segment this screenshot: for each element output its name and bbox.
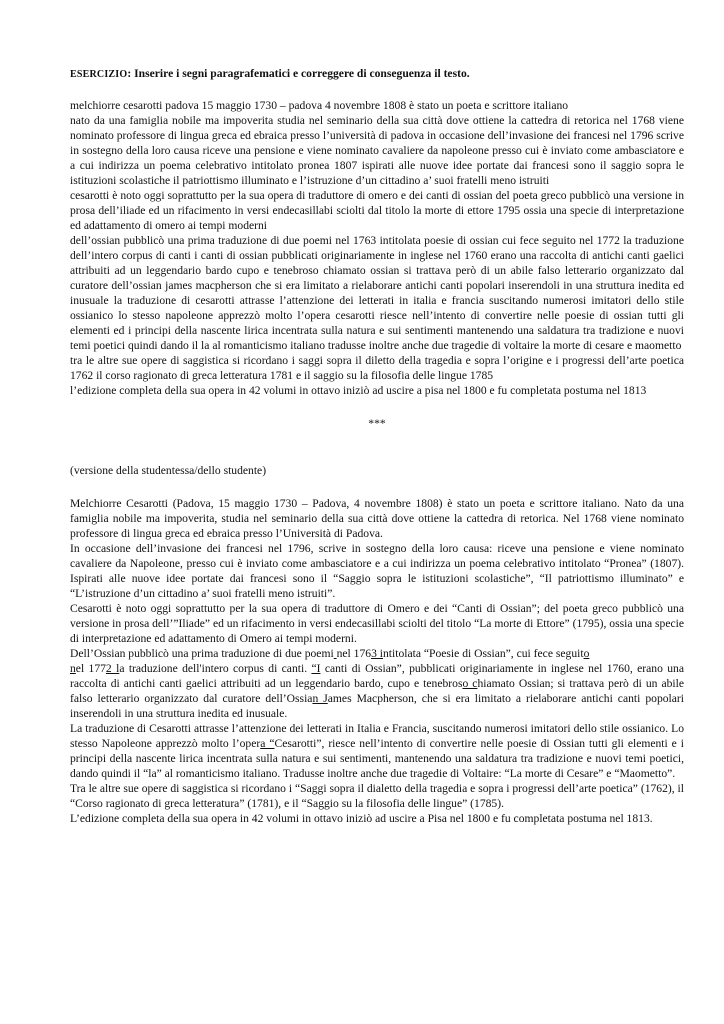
- p5-underline-1: a “: [260, 737, 275, 750]
- original-text: [70, 98, 684, 398]
- p4-underline-5: 2 l: [105, 662, 120, 675]
- student-paragraph-7: L’edizione completa della sua opera in 42 volumi in ottavo iniziò ad uscire a Pisa nel 1800 e fu completata postuma nel 1813.: [70, 812, 653, 825]
- document-page: [70, 66, 684, 826]
- p4-text-d: el 177: [75, 662, 106, 675]
- p4-underline-8: n J: [312, 692, 328, 705]
- student-paragraph-3: Cesarotti è noto oggi soprattutto per la sua opera di traduttore di Omero e dei “Canti di Ossian”; del poeta greco pubblicò una versione in prosa dell’”Iliade” ed un rifacimento in versi endecasillabi sciolti del titolo “La morte di Ettore” (1795), ossia una specie di interpretazione ed adattamento di Omero ai tempi moderni.: [70, 602, 684, 645]
- student-text: [70, 496, 684, 826]
- student-paragraph-6: Tra le altre sue opere di saggistica si ricordano i “Saggi sopra il dialetto della tragedia e sopra i progressi dell’arte poetica” (1762), il “Corso ragionato di greca letteratura” (1781), e il “Saggio su la filosofia delle lingue” (1785).: [70, 782, 684, 810]
- original-paragraph-2: cesarotti è noto oggi soprattutto per la sua opera di traduttore di omero e dei canti di ossian del poeta greco pubblicò una versione in prosa dell’iliade ed un rifacimento in versi endecasillabi sciolti dal titolo la morte di ettore 1795 ossia una specie di interpretazione ed adattamento di omero ai tempi moderni: [70, 189, 684, 232]
- p4-underline-4: n: [70, 662, 76, 675]
- p4-text-c: ntitolata “Poesie di Ossian”, cui fece seguit: [382, 647, 584, 660]
- p4-text-b: nel 176: [336, 647, 372, 660]
- original-paragraph-1: nato da una famiglia nobile ma impoverita studia nel seminario della sua città dove ottiene la cattedra di retorica nel 1768 viene nominato professore di lingua greca ed ebraica presso l’università di padova in occasione dell’invasione dei francesi nel 1796 scrive in sostegno della loro causa riceve una pensione e viene nominato cavaliere da napoleone presso cui è inviato come ambasciatore e a cui indirizza un poema celebrativo intitolato pronea 1807 ispirati alle nuove idee portate dai francesi sono il saggio sopra le istituzioni scolastiche il patriottismo illuminato e l’istruzione d’un cittadino a’ suoi fratelli meno istruiti: [70, 114, 684, 187]
- p4-text-g: hiamato Ossian; si trattava però di un abile falso letterario organizzato dal curatore dell’Ossia: [70, 677, 685, 705]
- p4-underline-6: “I: [311, 662, 321, 675]
- student-version-heading: (versione della studentessa/dello studente): [70, 464, 267, 477]
- p4-underline-3: o: [583, 647, 590, 660]
- p5-text-b: Cesarotti”, riesce nell’intento di convertire nelle poesie di Ossian tutti gli elementi e i principi della nascente lirica incentrata sulla natura e sui sentimenti, mantenendo una saldatura tra tradizione e nuovi temi poetici, dando quindi il “la” al romanticismo italiano. Tradusse inoltre anche due tragedie di Voltaire: “La morte di Cesare” e “Maometto”.: [70, 737, 684, 780]
- original-line-title: melchiorre cesarotti padova 15 maggio 1730 – padova 4 novembre 1808 è stato un poeta e scrittore italiano: [70, 99, 569, 112]
- p4-text-f: canti di Ossian”, pubblicati originariamente in inglese nel 1760, erano una raccolta di antichi canti gaelici attribuiti ad un leggendario bardo, cupo e tenebros: [70, 662, 684, 690]
- p5-text-a: La traduzione di Cesarotti attrasse l’attenzione dei letterati in Italia e Francia, suscitando numerosi imitatori dello stile ossianico. Lo stesso Napoleone apprezzò molto l’oper: [70, 722, 684, 750]
- student-paragraph-2: In occasione dell’invasione dei francesi nel 1796, scrive in sostegno della loro causa: riceve una pensione e viene nominato cavaliere da Napoleone, presso cui è inviato come ambasciatore e a cui indirizza un poema celebrativo intitolato “Pronea” (1807). Ispirati alle nuove idee portate dai francesi sono il “Saggio sopra le istituzioni scolastiche”, “Il patriottismo illuminato” e “L’istruzione d’un cittadino a’ suoi fratelli meno istruiti”.: [70, 542, 684, 600]
- exercise-instruction: : Inserire i segni paragrafematici e correggere di conseguenza il testo.: [127, 67, 470, 80]
- p4-text-a: Dell’Ossian pubblicò una prima traduzione di due poemi: [70, 647, 334, 660]
- p4-text-h: ames Macpherson, che si era limitato a rielaborare antichi canti popolari inserendoli in una struttura inedita ed inusuale.: [70, 692, 684, 720]
- p4-underline-2: 3 i: [371, 647, 383, 660]
- student-paragraph-5: [70, 721, 684, 781]
- section-separator: ***: [368, 417, 386, 430]
- original-paragraph-4: tra le altre sue opere di saggistica si ricordano i saggi sopra il diletto della tragedia e sopra l’origine e i progressi dell’arte poetica 1762 il corso ragionato di greca letteratura 1781 e il saggio su la filosofia delle lingue 1785: [70, 354, 684, 382]
- original-paragraph-3: dell’ossian pubblicò una prima traduzione di due poemi nel 1763 intitolata poesie di ossian cui fece seguito nel 1772 la traduzione dell’intero corpus di canti i canti di ossian pubblicati originariamente in inglese nel 1760 erano una raccolta di antichi canti gaelici attribuiti ad un leggendario bardo cupo e tenebroso chiamato ossian si trattava però di un abile falso letterario organizzato dal curatore dell’ossian james macpherson che si era limitato a rielaborare antichi canti popolari inserendoli in una struttura inedita ed inusuale la traduzione di cesarotti attrasse l’attenzione dei letterati in italia e francia suscitando numerosi imitatori dello stile ossianico lo stesso napoleone apprezzò molto l’opera cesarotti riesce nell’intento di convertire nelle poesie di ossian tutti gli elementi ed i principi della nascente lirica incentrata sulla natura e sui sentimenti mantenendo una saldatura tra tradizione e nuovi temi poetici quindi dando il la al romanticismo italiano tradusse inoltre anche due tragedie di voltaire la morte di cesare e maometto: [70, 234, 684, 352]
- p4-text-e: a traduzione dell'intero corpus di canti.: [119, 662, 312, 675]
- original-paragraph-5: l’edizione completa della sua opera in 42 volumi in ottavo iniziò ad uscire a pisa nel 1800 e fu completata postuma nel 1813: [70, 384, 647, 397]
- p4-underline-7: o c: [462, 677, 478, 690]
- student-paragraph-1: Melchiorre Cesarotti (Padova, 15 maggio 1730 – Padova, 4 novembre 1808) è stato un poeta e scrittore italiano. Nato da una famiglia nobile ma impoverita, studia nel seminario della sua città dove ottiene la cattedra di retorica. Nel 1768 viene nominato professore di lingua greca ed ebraica presso l’Università di Padova.: [70, 497, 684, 540]
- exercise-label: ESERCIZIO: [70, 69, 128, 80]
- exercise-title: [70, 66, 684, 82]
- student-paragraph-4: [70, 646, 684, 721]
